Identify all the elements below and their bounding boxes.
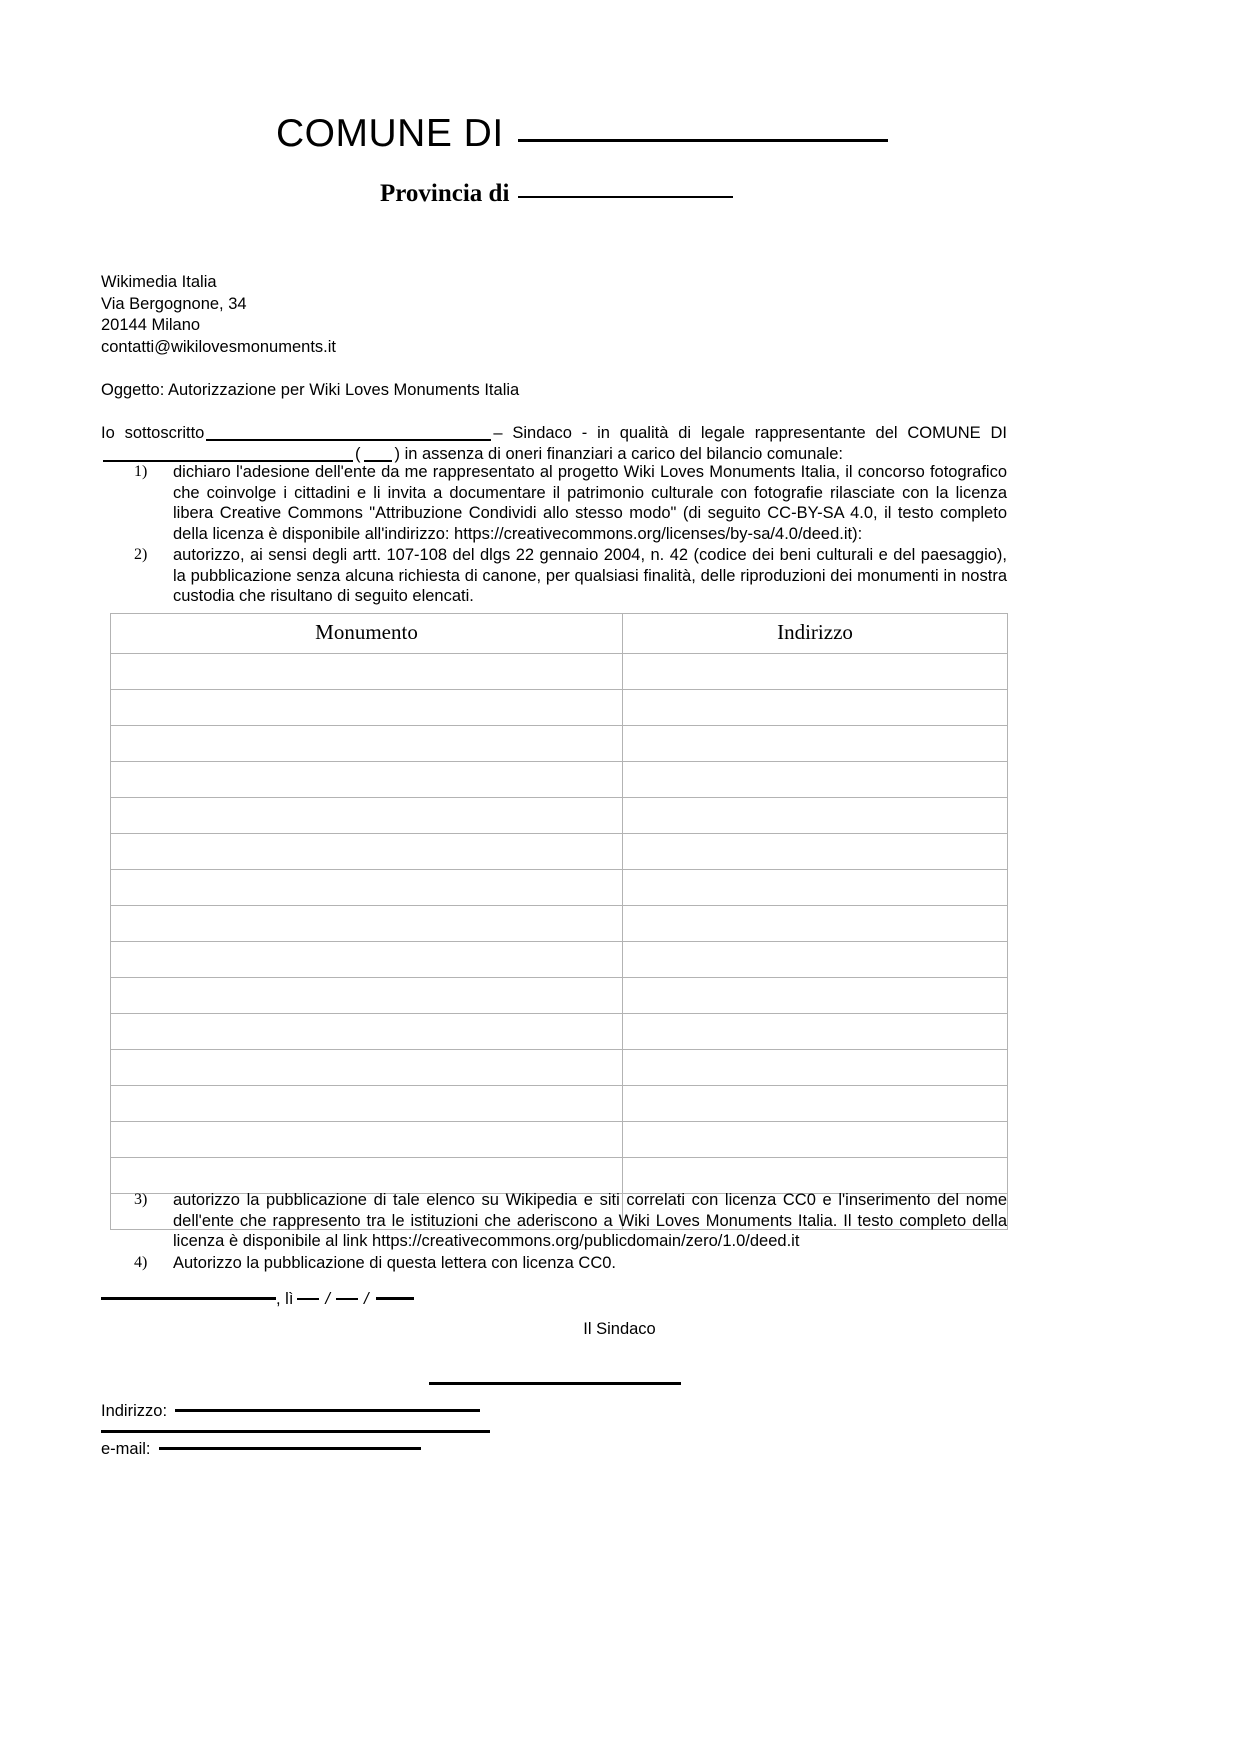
address-continuation-rule[interactable]	[101, 1430, 490, 1433]
signature-title: Il Sindaco	[583, 1320, 656, 1338]
month-blank-field[interactable]	[336, 1298, 358, 1300]
address-field-row	[101, 1402, 480, 1421]
cell-indirizzo[interactable]	[623, 1050, 1008, 1086]
address-label: Indirizzo:	[101, 1402, 168, 1420]
cell-monumento[interactable]	[111, 1050, 623, 1086]
cell-indirizzo[interactable]	[623, 942, 1008, 978]
cell-indirizzo[interactable]	[623, 1158, 1008, 1194]
table-row	[111, 906, 1008, 942]
declaration-paragraph	[101, 423, 1007, 465]
cell-monumento[interactable]	[111, 1158, 623, 1194]
clause-text: autorizzo, ai sensi degli artt. 107-108 del dlgs 22 gennaio 2004, n. 42 (codice dei beni culturali e del paesaggio), la pubblicazione senza alcuna richiesta di canone, per qualsiasi finalità, delle riproduzioni dei monumenti in nostra custodia che risultano di seguito elencati.	[173, 546, 1007, 605]
date-slash-2: /	[364, 1290, 369, 1308]
cell-monumento[interactable]	[111, 942, 623, 978]
date-slash-1: /	[325, 1290, 331, 1308]
table-row	[111, 690, 1008, 726]
column-header-indirizzo: Indirizzo	[623, 614, 1008, 654]
recipient-city: 20144 Milano	[101, 316, 201, 334]
list-item	[101, 462, 1007, 544]
place-blank-field[interactable]	[101, 1297, 276, 1300]
cell-monumento[interactable]	[111, 1014, 623, 1050]
day-blank-field[interactable]	[297, 1298, 319, 1300]
date-separator-label: , lì	[276, 1290, 294, 1308]
cell-indirizzo[interactable]	[623, 1122, 1008, 1158]
cell-indirizzo[interactable]	[623, 906, 1008, 942]
sottoscritto-blank-field[interactable]	[206, 439, 491, 441]
date-line	[101, 1290, 414, 1309]
table-row	[111, 1050, 1008, 1086]
cell-monumento[interactable]	[111, 798, 623, 834]
cell-monumento[interactable]	[111, 834, 623, 870]
recipient-email: contatti@wikilovesmonuments.it	[101, 337, 337, 356]
cell-monumento[interactable]	[111, 690, 623, 726]
recipient-address-block	[101, 272, 336, 358]
cell-monumento[interactable]	[111, 906, 623, 942]
cell-monumento[interactable]	[111, 1086, 623, 1122]
cell-indirizzo[interactable]	[623, 798, 1008, 834]
clause-number: 4)	[134, 1253, 148, 1271]
table-body	[111, 654, 1008, 1230]
table-row	[111, 798, 1008, 834]
cell-indirizzo[interactable]	[623, 690, 1008, 726]
declaration-lead-2: – Sindaco - in qualità di legale rappresentante del COMUNE DI	[493, 424, 1007, 442]
table-row	[111, 870, 1008, 906]
table-row	[111, 654, 1008, 690]
list-item	[101, 545, 1007, 607]
cell-monumento[interactable]	[111, 726, 623, 762]
clause-text: autorizzo la pubblicazione di tale elenco su Wikipedia e siti correlati con licenza CC0 e l'inserimento del nome dell'ente che rappresento tra le istituzioni che aderiscono a Wiki Loves Monuments Italia. Il testo completo della licenza è disponibile al link https://creativecommons.org/publicdomain/zero/1.0/deed.it	[173, 1191, 1007, 1250]
cell-indirizzo[interactable]	[623, 978, 1008, 1014]
cell-indirizzo[interactable]	[623, 870, 1008, 906]
list-item	[101, 1190, 1007, 1252]
subject-line: Oggetto: Autorizzazione per Wiki Loves Monuments Italia	[101, 381, 520, 399]
cell-indirizzo[interactable]	[623, 654, 1008, 690]
table-row	[111, 1158, 1008, 1194]
clauses-top-list	[101, 462, 1007, 608]
cell-monumento[interactable]	[111, 1122, 623, 1158]
cell-indirizzo[interactable]	[623, 1086, 1008, 1122]
provincia-heading	[380, 180, 733, 208]
recipient-organization: Wikimedia Italia	[101, 273, 217, 291]
cell-indirizzo[interactable]	[623, 834, 1008, 870]
email-label: e-mail:	[101, 1440, 151, 1458]
cell-monumento[interactable]	[111, 978, 623, 1014]
email-blank-field[interactable]	[159, 1447, 421, 1450]
year-blank-field[interactable]	[376, 1297, 414, 1300]
table-row	[111, 942, 1008, 978]
declaration-lead-1: Io sottoscritto	[101, 424, 205, 442]
clause-number: 2)	[134, 546, 148, 563]
address-blank-field[interactable]	[175, 1409, 480, 1412]
cell-indirizzo[interactable]	[623, 762, 1008, 798]
declaration-paren-open: (	[355, 445, 361, 463]
signature-blank-field[interactable]	[429, 1382, 681, 1385]
clause-number: 3)	[134, 1191, 148, 1208]
cell-monumento[interactable]	[111, 870, 623, 906]
recipient-street: Via Bergognone, 34	[101, 294, 247, 313]
page-title	[276, 112, 888, 156]
cell-indirizzo[interactable]	[623, 726, 1008, 762]
provincia-label: Provincia di	[380, 180, 510, 207]
list-item	[101, 1253, 1007, 1274]
table-row	[111, 762, 1008, 798]
provincia-blank-field[interactable]	[518, 196, 733, 198]
table-row	[111, 978, 1008, 1014]
table-row	[111, 1086, 1008, 1122]
cell-monumento[interactable]	[111, 762, 623, 798]
cell-monumento[interactable]	[111, 654, 623, 690]
clause-number: 1)	[134, 463, 148, 480]
monuments-table	[110, 613, 1008, 1230]
comune-blank-field[interactable]	[518, 139, 888, 142]
clauses-bottom-list	[101, 1190, 1007, 1274]
table-row	[111, 834, 1008, 870]
column-header-monumento: Monumento	[111, 614, 623, 654]
clause-text: Autorizzo la pubblicazione di questa lettera con licenza CC0.	[173, 1253, 617, 1272]
clause-text: dichiaro l'adesione dell'ente da me rappresentato al progetto Wiki Loves Monuments Italia, il concorso fotografico che coinvolge i cittadini e li invita a documentare il patrimonio culturale con fotografie rilasciate con la licenza libera Creative Commons "Attribuzione Condividi allo stesso modo" (di seguito CC-BY-SA 4.0, il testo completo della licenza è disponibile all'indirizzo: https://creativecommons.org/licenses/by-sa/4.0/deed.it):	[173, 463, 1007, 543]
table-row	[111, 1122, 1008, 1158]
email-field-row	[101, 1440, 421, 1459]
cell-indirizzo[interactable]	[623, 1014, 1008, 1050]
table-row	[111, 1014, 1008, 1050]
comune-label: COMUNE DI	[276, 112, 504, 155]
table-row	[111, 726, 1008, 762]
table-header-row	[111, 614, 1008, 654]
declaration-lead-4: ) in assenza di oneri finanziari a carico del bilancio comunale:	[394, 445, 843, 463]
